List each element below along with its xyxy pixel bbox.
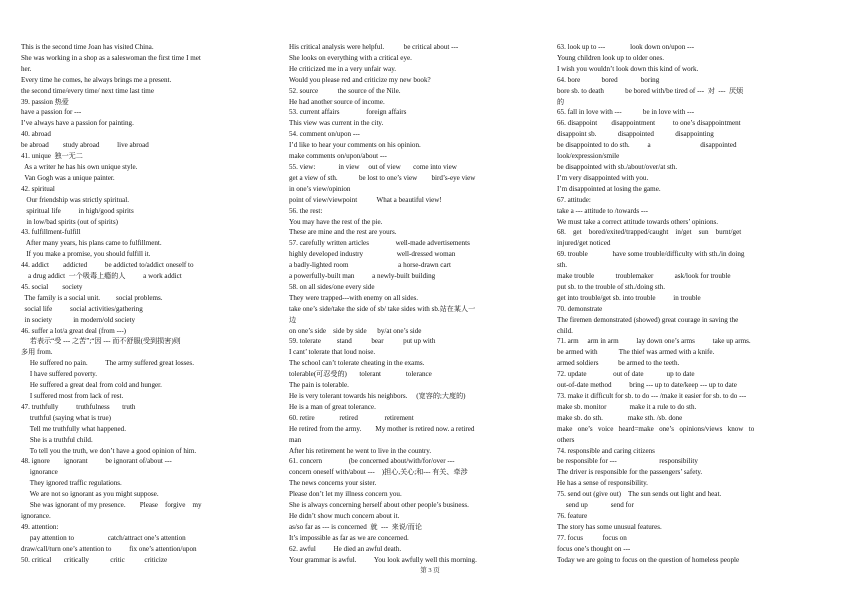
text-line: 的 xyxy=(557,97,565,106)
text-line: The pain is tolerable. xyxy=(289,381,349,390)
text-line: As a writer he has his own unique style. xyxy=(21,162,138,171)
text-line: His critical analysis were helpful. be critical about --- xyxy=(289,43,459,51)
text-line: This is the second time Joan has visited China. xyxy=(21,43,154,51)
text-line: They were trapped---with enemy on all sides. xyxy=(289,293,419,302)
text-line: He suffered no pain. The army suffered great losses. xyxy=(21,359,194,368)
text-line: The news concerns your sister. xyxy=(289,479,377,488)
text-line: This view was current in the city. xyxy=(289,119,384,128)
text-line: 73. make it difficult for sb. to do --- /make it easier for sb. to do --- xyxy=(557,392,747,400)
text-line: The family is a social unit. social problems. xyxy=(21,293,163,302)
text-line: 77. focus focus on xyxy=(557,533,627,542)
text-line: be responsible for --- responsibility xyxy=(557,457,698,466)
text-line: make trouble troublemaker ask/look for trouble xyxy=(557,272,731,281)
text-line: make comments on/upon/about --- xyxy=(289,152,387,161)
text-line: It’s impossible as far as we are concerned. xyxy=(289,533,409,542)
text-line: I suffered most from lack of rest. xyxy=(21,392,124,400)
text-line: ignorance. xyxy=(21,511,51,520)
text-line: bore sb. to death be bored with/be tired of --- 对 --- 厌烦 xyxy=(557,86,744,95)
text-line: He has a sense of responsibility. xyxy=(557,479,648,488)
text-line: Please don’t let my illness concern you. xyxy=(289,490,402,499)
text-line: He suffered a great deal from cold and hunger. xyxy=(21,381,162,390)
text-line: spiritual life in high/good spirits xyxy=(21,206,134,215)
text-line: I’d like to hear your comments on his opinion. xyxy=(289,141,421,150)
text-line: be armed with The thief was armed with a knife. xyxy=(557,348,715,357)
text-line: be abroad study abroad live abroad xyxy=(21,141,149,150)
text-line: make sb. do sth. make sth. /sb. done xyxy=(557,413,683,422)
text-line: Every time he comes, he always brings me a present. xyxy=(21,75,172,84)
text-line: I have suffered poverty. xyxy=(21,370,98,379)
text-line: She is always concerning herself about other people’s business. xyxy=(289,501,469,510)
text-line: After his retirement he went to live in the country. xyxy=(289,446,432,455)
text-line: make one’s voice heard=make one’s opinions/views know to xyxy=(557,424,755,433)
text-line: 71. arm arm in arm lay down one’s arms take up arms. xyxy=(557,337,751,346)
text-line: 55. view: in view out of view come into view xyxy=(289,162,457,171)
text-line: 58. on all sides/one every side xyxy=(289,282,375,291)
text-line: 59. tolerate stand bear put up with xyxy=(289,337,436,346)
text-line: 47. truthfully truthfulness truth xyxy=(21,402,136,411)
text-line: Would you please red and criticize my new book? xyxy=(289,75,431,84)
text-line: After many years, his plans came to fulfillment. xyxy=(21,239,162,248)
text-line: social life social activities/gathering xyxy=(21,304,143,313)
text-line: look/expression/smile xyxy=(557,152,620,161)
text-line: injured/get noticed xyxy=(557,239,611,248)
text-line: armed soldiers be armed to the teeth. xyxy=(557,359,680,368)
text-line: a powerfully-built man a newly-built building xyxy=(289,272,436,281)
text-line: 若表示“受 --- 之苦”;“因 --- 而不舒服(受到损害)则 xyxy=(21,337,181,346)
text-line: a badly-lighted room a horse-drawn cart xyxy=(289,261,451,270)
text-line: have a passion for --- xyxy=(21,108,82,117)
text-line: Tell me truthfully what happened. xyxy=(21,424,126,433)
text-line: I’m very disappointed with you. xyxy=(557,173,649,182)
text-line: These are mine and the rest are yours. xyxy=(289,228,397,237)
text-line: 45. social society xyxy=(21,282,83,291)
text-line: 70. demonstrate xyxy=(557,304,603,313)
text-line: 74. responsible and caring citizens xyxy=(557,446,655,455)
text-line: The driver is responsible for the passengers’ safety. xyxy=(557,468,703,477)
text-line: 48. ignore ignorant be ignorant of/about --- xyxy=(21,457,172,466)
text-line: She was working in a shop as a saleswoman the first time I met xyxy=(21,53,201,62)
text-line: 多用 from. xyxy=(21,348,53,357)
text-line: 63. look up to --- look down on/upon --- xyxy=(557,43,695,51)
text-line: 66. disappoint disappointment to one’s disappointment xyxy=(557,119,741,128)
text-line: ignorance xyxy=(21,468,58,477)
text-line: be disappointed with sb./about/over/at sth. xyxy=(557,162,678,171)
text-line: put sb. to the trouble of sth./doing sth. xyxy=(557,282,665,291)
text-column-middle xyxy=(289,42,525,566)
text-line: 60. retire retired retirement xyxy=(289,413,414,422)
text-line: in one’s view/opinion xyxy=(289,184,351,193)
text-line: 76. feature xyxy=(557,511,588,520)
text-line: He had another source of income. xyxy=(289,97,385,106)
text-line: He retired from the army. My mother is retired now. a retired xyxy=(289,424,475,433)
text-line: He criticized me in a very unfair way. xyxy=(289,64,397,73)
text-line: the second time/every time/ next time last time xyxy=(21,86,154,95)
page-number: 第 3 页 xyxy=(420,567,440,574)
text-line: We are not so ignorant as you might suppose. xyxy=(21,490,159,499)
text-line: 57. carefully written articles well-made advertisements xyxy=(289,239,470,248)
text-line: send up send for xyxy=(557,501,634,510)
text-line: Today we are going to focus on the question of homeless people xyxy=(557,555,740,564)
text-line: 56. the rest: xyxy=(289,206,323,215)
text-line: 65. fall in love with --- be in love with --- xyxy=(557,108,695,117)
text-line: 43. fulfillment-fulfill xyxy=(21,228,81,237)
text-line: a drug addict 一个吸毒上瘾的人 a work addict xyxy=(21,272,182,281)
text-line: She is a truthful child. xyxy=(21,435,93,444)
text-line: I cant’ tolerate that loud noise. xyxy=(289,348,376,357)
text-line: get into trouble/get sb. into trouble in trouble xyxy=(557,293,701,302)
text-line: out-of-date method bring --- up to date/keep --- up to date xyxy=(557,381,737,390)
text-line: They ignored traffic regulations. xyxy=(21,479,122,488)
text-line: To tell you the truth, we don’t have a good opinion of him. xyxy=(21,446,197,455)
text-line: be disappointed to do sth. a disappointed xyxy=(557,141,737,150)
text-line: 50. critical critically critic criticize xyxy=(21,555,168,564)
text-line: 72. update out of date up to date xyxy=(557,370,695,379)
text-column-right xyxy=(557,42,793,566)
text-line: pay attention to catch/attract one’s attention xyxy=(21,533,186,542)
text-line: 52. source the source of the Nile. xyxy=(289,86,401,95)
text-line: If you make a promise, you should fulfill it. xyxy=(21,250,151,259)
text-line: truthful (saying what is true) xyxy=(21,413,112,422)
text-line: sth. xyxy=(557,261,568,270)
text-line: Your grammar is awful. You look awfully well this morning. xyxy=(289,555,477,564)
text-line: He is a man of great tolerance. xyxy=(289,402,376,411)
text-line: on one’s side side by side by/at one’s side xyxy=(289,326,422,335)
text-line: 46. suffer a lot/a great deal (from ---) xyxy=(21,326,127,335)
text-line: in low/bad spirits (out of spirits) xyxy=(21,217,118,226)
text-line: get a view of sth. be lost to one’s view bird’s-eye view xyxy=(289,173,476,182)
text-line: She was ignorant of my presence. Please forgive my xyxy=(21,501,202,510)
text-line: as/so far as --- is concerned 就 --- 来说/而论 xyxy=(289,522,422,531)
text-line: The firemen demonstrated (showed) great courage in saving the xyxy=(557,315,739,324)
text-line: Van Gogh was a unique painter. xyxy=(21,173,115,182)
text-line: She looks on everything with a critical eye. xyxy=(289,53,412,62)
text-line: 75. send out (give out) The sun sends out light and heat. xyxy=(557,490,722,499)
text-line: 41. unique 独一无二 xyxy=(21,152,83,161)
text-line: He didn’t show much concern about it. xyxy=(289,511,400,520)
text-line: You may have the rest of the pie. xyxy=(289,217,383,226)
text-line: disappoint sb. disappointed disappointing xyxy=(557,130,714,139)
text-line: highly developed industry well-dressed woman xyxy=(289,250,456,259)
text-line: I’m disappointed at losing the game. xyxy=(557,184,661,193)
text-line: 边 xyxy=(289,315,297,324)
text-line: tolerable(可忍受的) tolerant tolerance xyxy=(289,370,432,379)
text-line: make sb. monitor make it a rule to do sth. xyxy=(557,402,697,411)
text-line: Young children look up to older ones. xyxy=(557,53,665,62)
text-line: 42. spiritual xyxy=(21,184,55,193)
text-line: in society in modern/old society xyxy=(21,315,136,324)
text-line: 61. concern (be concerned about/with/for/over --- xyxy=(289,457,455,466)
text-line: Our friendship was strictly spiritual. xyxy=(21,195,129,204)
text-line: I wish you wouldn’t look down this kind of work. xyxy=(557,64,699,73)
text-line: 53. current affairs foreign affairs xyxy=(289,108,407,117)
text-line: 67. attitude: xyxy=(557,195,591,204)
text-line: point of view/viewpoint What a beautiful view! xyxy=(289,195,442,204)
text-line: 40. abroad xyxy=(21,130,51,139)
text-line: 62. awful He died an awful death. xyxy=(289,544,402,553)
text-line: We must take a correct attitude towards others’ opinions. xyxy=(557,217,719,226)
text-line: 54. comment on/upon --- xyxy=(289,130,360,139)
text-line: focus one’s thought on --- xyxy=(557,544,631,553)
text-line: her. xyxy=(21,64,32,73)
text-line: He is very tolerant towards his neighbors. (宽容的;大度的) xyxy=(289,392,466,400)
text-line: 44. addict addicted be addicted to/addict oneself to xyxy=(21,261,194,270)
text-line: take a --- attitude to /towards --- xyxy=(557,206,648,215)
text-line: 39. passion 热爱 xyxy=(21,97,69,106)
text-line: concern oneself with/about --- )担心,关心;和--- 有关、牵涉 xyxy=(289,468,468,477)
text-line: The school can’t tolerate cheating in the exams. xyxy=(289,359,425,368)
text-line: 69. trouble have some trouble/difficulty with sth./in doing xyxy=(557,250,745,259)
text-line: I’ve always have a passion for painting. xyxy=(21,119,134,128)
text-line: The story has some unusual features. xyxy=(557,522,662,531)
text-line: man xyxy=(289,435,302,444)
text-line: 49. attention: xyxy=(21,522,59,531)
text-line: take one’s side/take the side of sb/ take sides with sb.站在某人一 xyxy=(289,304,476,313)
text-line: child. xyxy=(557,326,573,335)
text-line: others xyxy=(557,435,575,444)
text-line: 68. get bored/exited/trapped/caught in/get sun burnt/get xyxy=(557,228,742,237)
text-line: 64. bore bored boring xyxy=(557,75,660,84)
text-column-left xyxy=(21,42,255,566)
text-line: draw/call/turn one’s attention to fix one’s attention/upon xyxy=(21,544,197,553)
